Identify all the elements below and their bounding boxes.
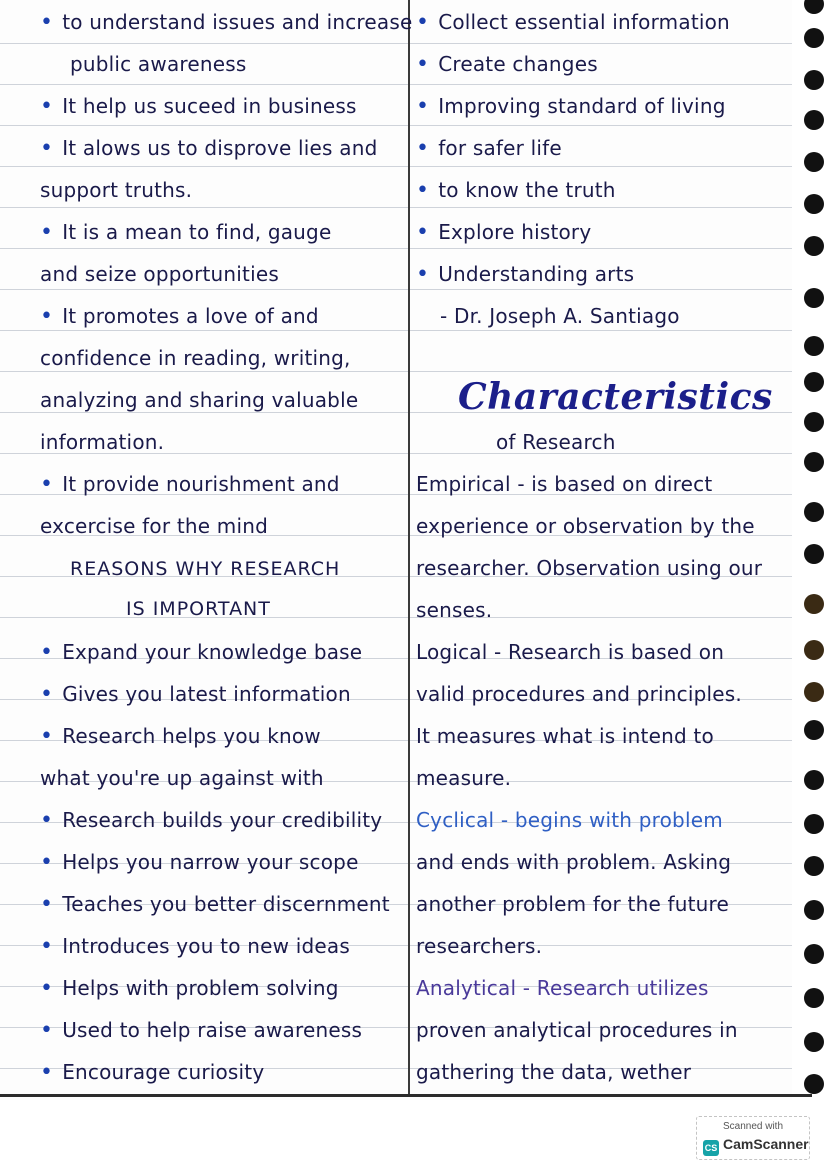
left-line: • Research helps you know (40, 724, 321, 749)
right-line: valid procedures and principles. (416, 682, 742, 706)
heading-subtitle: of Research (496, 430, 616, 454)
binding-hole-icon (804, 336, 824, 356)
binding-hole-icon (804, 288, 824, 308)
column-divider (408, 0, 410, 1095)
binding-hole-icon (804, 640, 824, 660)
left-line: analyzing and sharing valuable (40, 388, 359, 412)
spiral-binding (800, 0, 828, 1100)
right-line: Analytical - Research utilizes (416, 976, 709, 1000)
right-line: • Improving standard of living (416, 94, 726, 119)
page-bottom-edge (0, 1094, 812, 1097)
left-line: what you're up against with (40, 766, 324, 790)
left-line: • It is a mean to find, gauge (40, 220, 331, 245)
right-line: Empirical - is based on direct (416, 472, 713, 496)
left-line: • Encourage curiosity (40, 1060, 264, 1085)
binding-hole-icon (804, 1074, 824, 1094)
binding-hole-icon (804, 236, 824, 256)
binding-hole-icon (804, 856, 824, 876)
right-line: senses. (416, 598, 493, 622)
binding-hole-icon (804, 412, 824, 432)
left-line: information. (40, 430, 165, 454)
binding-hole-icon (804, 372, 824, 392)
right-line: another problem for the future (416, 892, 730, 916)
left-line: public awareness (70, 52, 247, 76)
left-line: and seize opportunities (40, 262, 279, 286)
right-line: researcher. Observation using our (416, 556, 763, 580)
right-line: and ends with problem. Asking (416, 850, 732, 874)
left-line: • Helps you narrow your scope (40, 850, 359, 875)
left-line: • Introduces you to new ideas (40, 934, 350, 959)
right-line: • Create changes (416, 52, 598, 77)
left-line: • Gives you latest information (40, 682, 351, 707)
binding-hole-icon (804, 1032, 824, 1052)
binding-hole-icon (804, 194, 824, 214)
binding-hole-icon (804, 70, 824, 90)
left-line: support truths. (40, 178, 193, 202)
left-line: • Expand your knowledge base (40, 640, 362, 665)
right-line: researchers. (416, 934, 543, 958)
badge-brand-text: CamScanner (723, 1136, 809, 1152)
left-line: excercise for the mind (40, 514, 269, 538)
section-title: IS IMPORTANT (126, 598, 271, 620)
left-line: • Teaches you better discernment (40, 892, 390, 917)
binding-hole-icon (804, 770, 824, 790)
binding-hole-icon (804, 594, 824, 614)
right-line: It measures what is intend to (416, 724, 714, 748)
right-line: experience or observation by the (416, 514, 755, 538)
right-line: gathering the data, wether (416, 1060, 692, 1084)
right-line: • for safer life (416, 136, 562, 161)
left-line: confidence in reading, writing, (40, 346, 351, 370)
left-line: • Used to help raise awareness (40, 1018, 362, 1043)
binding-hole-icon (804, 152, 824, 172)
binding-hole-icon (804, 988, 824, 1008)
right-line: • to know the truth (416, 178, 616, 203)
binding-hole-icon (804, 900, 824, 920)
right-line: measure. (416, 766, 512, 790)
left-line: • It alows us to disprove lies and (40, 136, 377, 161)
binding-hole-icon (804, 720, 824, 740)
left-line: • Research builds your credibility (40, 808, 382, 833)
binding-hole-icon (804, 502, 824, 522)
right-line: proven analytical procedures in (416, 1018, 738, 1042)
camscanner-badge (696, 1116, 810, 1160)
quote-attribution: - Dr. Joseph A. Santiago (440, 304, 680, 328)
section-title: REASONS WHY RESEARCH (70, 558, 341, 580)
badge-scanned-text: Scanned with (722, 1121, 784, 1132)
binding-hole-icon (804, 28, 824, 48)
left-line: • to understand issues and increase (40, 10, 412, 35)
binding-hole-icon (804, 110, 824, 130)
binding-hole-icon (804, 814, 824, 834)
right-line: • Understanding arts (416, 262, 634, 287)
binding-hole-icon (804, 452, 824, 472)
left-line: • It promotes a love of and (40, 304, 319, 329)
characteristics-heading: Characteristics (458, 376, 773, 418)
binding-hole-icon (804, 0, 824, 14)
left-line: • It help us suceed in business (40, 94, 357, 119)
right-line: Cyclical - begins with problem (416, 808, 723, 832)
left-line: • Helps with problem solving (40, 976, 339, 1001)
binding-hole-icon (804, 544, 824, 564)
right-line: • Collect essential information (416, 10, 730, 35)
binding-hole-icon (804, 682, 824, 702)
binding-hole-icon (804, 944, 824, 964)
right-line: Logical - Research is based on (416, 640, 725, 664)
left-line: • It provide nourishment and (40, 472, 340, 497)
badge-brand (703, 1136, 809, 1156)
camscanner-logo-icon: CS (703, 1140, 719, 1156)
right-line: • Explore history (416, 220, 591, 245)
